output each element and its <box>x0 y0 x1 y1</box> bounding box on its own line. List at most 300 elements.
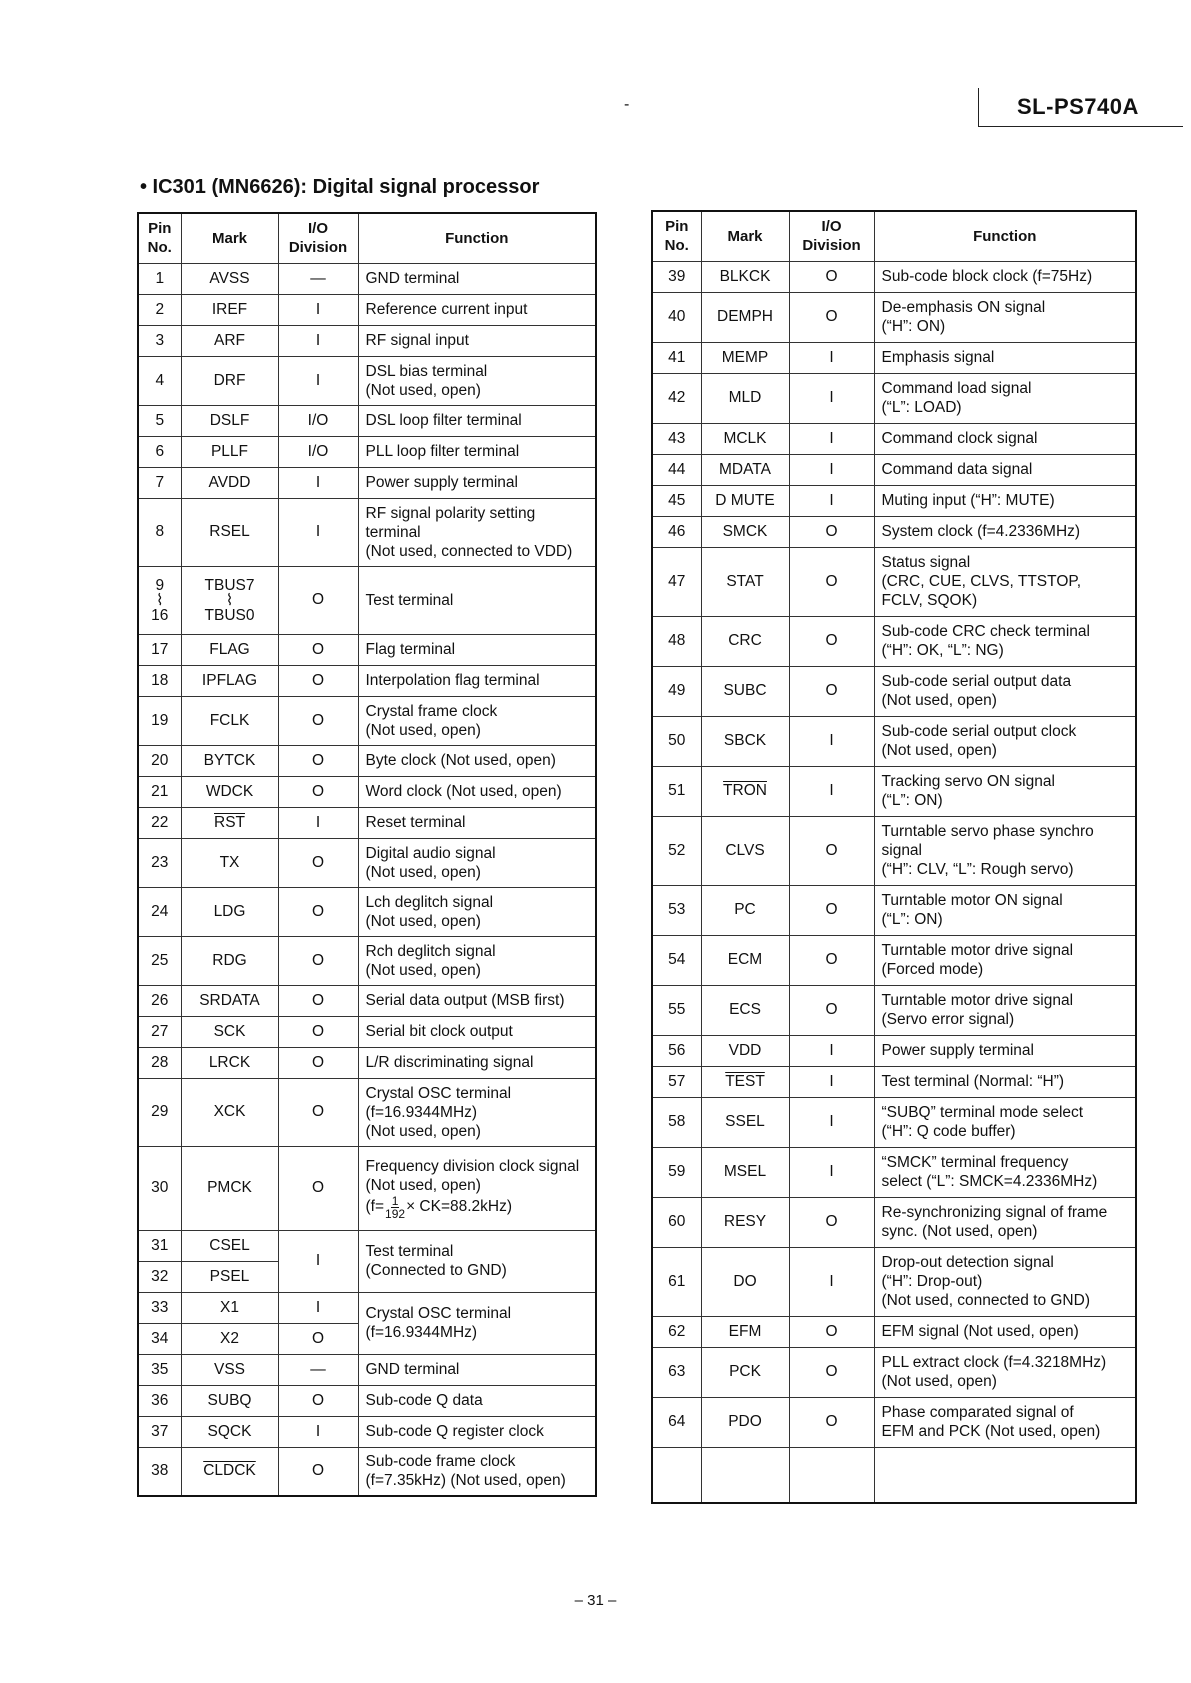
cell-function: PLL extract clock (f=4.3218MHz) (Not used, open) <box>874 1347 1136 1397</box>
cell-io: O <box>278 1078 358 1146</box>
cell-mark: MEMP <box>701 342 789 373</box>
cell-pin-no: 41 <box>652 342 701 373</box>
cell-pin-no <box>652 1447 701 1503</box>
table-header-row <box>652 211 1136 261</box>
cell-mark: SRDATA <box>181 985 278 1016</box>
cell-mark: MLD <box>701 373 789 423</box>
cell-io: O <box>789 885 874 935</box>
cell-function: Command data signal <box>874 454 1136 485</box>
cell-function: Test terminal (Normal: “H”) <box>874 1066 1136 1097</box>
table-row <box>652 1147 1136 1197</box>
cell-pin-no: 28 <box>138 1047 181 1078</box>
cell-pin-no: 23 <box>138 838 181 887</box>
cell-function: Test terminal (Connected to GND) <box>358 1230 596 1292</box>
cell-mark: AVSS <box>181 263 278 294</box>
cell-mark: MCLK <box>701 423 789 454</box>
cell-mark: PCK <box>701 1347 789 1397</box>
table-row <box>652 454 1136 485</box>
cell-io: O <box>278 1447 358 1496</box>
cell-io: O <box>789 816 874 885</box>
cell-mark: PDO <box>701 1397 789 1447</box>
cell-io: O <box>789 261 874 292</box>
cell-pin-no: 46 <box>652 516 701 547</box>
cell-pin-no: 30 <box>138 1146 181 1230</box>
cell-mark: PC <box>701 885 789 935</box>
empty-row <box>652 1447 1136 1503</box>
cell-function: “SUBQ” terminal mode select (“H”: Q code buffer) <box>874 1097 1136 1147</box>
cell-function: Turntable motor ON signal (“L”: ON) <box>874 885 1136 935</box>
cell-function: Word clock (Not used, open) <box>358 776 596 807</box>
pin-table-right <box>651 210 1137 1504</box>
cell-function: Command load signal (“L”: LOAD) <box>874 373 1136 423</box>
cell-function: Sub-code serial output data (Not used, open) <box>874 666 1136 716</box>
cell-io: I <box>789 716 874 766</box>
cell-function: Rch deglitch signal (Not used, open) <box>358 936 596 985</box>
cell-pin-no: 25 <box>138 936 181 985</box>
cell-io: O <box>278 985 358 1016</box>
cell-mark: D MUTE <box>701 485 789 516</box>
cell-mark: CSEL <box>181 1230 278 1261</box>
header-mark: Mark <box>701 211 789 261</box>
table-row <box>138 436 596 467</box>
cell-pin-no: 20 <box>138 745 181 776</box>
cell-pin-no: 37 <box>138 1416 181 1447</box>
cell-pin-no: 33 <box>138 1292 181 1323</box>
table-row <box>138 1447 596 1496</box>
cell-mark: AVDD <box>181 467 278 498</box>
cell-function: Sub-code block clock (f=75Hz) <box>874 261 1136 292</box>
cell-function: Crystal OSC terminal (f=16.9344MHz) (Not used, open) <box>358 1078 596 1146</box>
cell-mark: X1 <box>181 1292 278 1323</box>
overline-mark: $\overline{RST}$ <box>214 813 245 831</box>
cell-pin-no: 29 <box>138 1078 181 1146</box>
page-number: – 31 – <box>574 1592 617 1609</box>
cell-io: — <box>278 263 358 294</box>
cell-pin-no: 50 <box>652 716 701 766</box>
cell-pin-no: 51 <box>652 766 701 816</box>
cell-mark: CRC <box>701 616 789 666</box>
cell-mark: EFM <box>701 1316 789 1347</box>
cell-function: Sub-code frame clock (f=7.35kHz) (Not used, open) <box>358 1447 596 1496</box>
cell-pin-no: 6 <box>138 436 181 467</box>
table-row <box>138 498 596 566</box>
table-row <box>652 935 1136 985</box>
cell-mark: SUBC <box>701 666 789 716</box>
table-row <box>138 1016 596 1047</box>
table-row <box>138 1146 596 1230</box>
header-pin-no: Pin No. <box>138 213 181 263</box>
cell-function: Sub-code Q data <box>358 1385 596 1416</box>
table-row <box>652 485 1136 516</box>
pin-table-left <box>137 212 597 1497</box>
table-row <box>138 1078 596 1146</box>
cell-mark <box>701 1447 789 1503</box>
cell-mark: VDD <box>701 1035 789 1066</box>
cell-io: O <box>278 1016 358 1047</box>
table-row <box>652 1066 1136 1097</box>
cell-function: L/R discriminating signal <box>358 1047 596 1078</box>
cell-mark: BYTCK <box>181 745 278 776</box>
cell-mark: PMCK <box>181 1146 278 1230</box>
cell-pin-no: 27 <box>138 1016 181 1047</box>
table-row <box>138 405 596 436</box>
cell-mark: ECS <box>701 985 789 1035</box>
overline-mark: CLDCK <box>203 1462 256 1480</box>
table-row <box>652 261 1136 292</box>
cell-mark: DSLF <box>181 405 278 436</box>
cell-function: Interpolation flag terminal <box>358 665 596 696</box>
cell-io: O <box>278 1047 358 1078</box>
cell-io: I <box>789 1066 874 1097</box>
cell-mark: FLAG <box>181 634 278 665</box>
cell-function: EFM signal (Not used, open) <box>874 1316 1136 1347</box>
cell-io: I <box>789 1035 874 1066</box>
cell-pin-no: 19 <box>138 696 181 745</box>
cell-io: I <box>278 356 358 405</box>
cell-io: I <box>278 1230 358 1292</box>
cell-pin-no: 58 <box>652 1097 701 1147</box>
cell-io: I <box>278 325 358 356</box>
table-row <box>138 1230 596 1261</box>
cell-pin-no: 43 <box>652 423 701 454</box>
cell-mark: CLVS <box>701 816 789 885</box>
cell-mark: DEMPH <box>701 292 789 342</box>
cell-function: Turntable motor drive signal (Forced mode) <box>874 935 1136 985</box>
table-row <box>652 1197 1136 1247</box>
cell-function: Power supply terminal <box>358 467 596 498</box>
cell-mark: MDATA <box>701 454 789 485</box>
cell-io: O <box>278 936 358 985</box>
cell-function: Re-synchronizing signal of frame sync. (Not used, open) <box>874 1197 1136 1247</box>
cell-function: RF signal polarity setting terminal (Not used, connected to VDD) <box>358 498 596 566</box>
cell-pin-no: 4 <box>138 356 181 405</box>
table-row <box>138 665 596 696</box>
cell-io: I <box>789 454 874 485</box>
table-row <box>652 985 1136 1035</box>
cell-io: O <box>789 547 874 616</box>
cell-function: Crystal frame clock (Not used, open) <box>358 696 596 745</box>
cell-io: O <box>278 634 358 665</box>
cell-mark: LDG <box>181 887 278 936</box>
cell-io: O <box>278 696 358 745</box>
cell-function: GND terminal <box>358 1354 596 1385</box>
cell-mark <box>181 807 278 838</box>
cell-pin-no: 45 <box>652 485 701 516</box>
cell-pin-no: 61 <box>652 1247 701 1316</box>
table-row <box>652 1097 1136 1147</box>
cell-mark: LRCK <box>181 1047 278 1078</box>
header-function: Function <box>874 211 1136 261</box>
cell-io: O <box>278 566 358 634</box>
cell-pin-no: 39 <box>652 261 701 292</box>
table-row <box>652 816 1136 885</box>
table-row <box>652 342 1136 373</box>
header-io-division: I/O Division <box>278 213 358 263</box>
cell-pin-no: 44 <box>652 454 701 485</box>
fraction: $\frac{1}{192}$ <box>385 1193 406 1221</box>
cell-function: Crystal OSC terminal (f=16.9344MHz) <box>358 1292 596 1354</box>
table-row <box>138 263 596 294</box>
cell-mark: DO <box>701 1247 789 1316</box>
table-row <box>138 294 596 325</box>
cell-function: Turntable motor drive signal (Servo error signal) <box>874 985 1136 1035</box>
cell-io: I <box>789 1147 874 1197</box>
cell-function: Command clock signal <box>874 423 1136 454</box>
table-row <box>138 985 596 1016</box>
cell-pin-no: 7 <box>138 467 181 498</box>
table-row <box>138 634 596 665</box>
header-mark: Mark <box>181 213 278 263</box>
model-number: SL-PS740A <box>1017 94 1139 119</box>
cell-pin-no: 35 <box>138 1354 181 1385</box>
cell-pin-no: 55 <box>652 985 701 1035</box>
cell-mark: BLKCK <box>701 261 789 292</box>
table-row <box>652 1316 1136 1347</box>
table-row <box>652 1247 1136 1316</box>
cell-io: I <box>278 294 358 325</box>
cell-function: Sub-code Q register clock <box>358 1416 596 1447</box>
cell-mark: ECM <box>701 935 789 985</box>
cell-function: Reference current input <box>358 294 596 325</box>
cell-function: Digital audio signal (Not used, open) <box>358 838 596 887</box>
cell-io: O <box>278 665 358 696</box>
cell-function: Byte clock (Not used, open) <box>358 745 596 776</box>
cell-pin-no: 42 <box>652 373 701 423</box>
cell-mark: STAT <box>701 547 789 616</box>
cell-io: I <box>278 498 358 566</box>
cell-io: O <box>789 516 874 547</box>
cell-io: I <box>789 1097 874 1147</box>
cell-pin-no: 1 <box>138 263 181 294</box>
table-row <box>652 1397 1136 1447</box>
table-row <box>138 356 596 405</box>
cell-function: De-emphasis ON signal (“H”: ON) <box>874 292 1136 342</box>
cell-pin-no: 34 <box>138 1323 181 1354</box>
cell-mark: IREF <box>181 294 278 325</box>
header-rule-horizontal <box>978 126 1183 127</box>
table-row <box>138 776 596 807</box>
cell-pin-no: 2 <box>138 294 181 325</box>
table-row <box>652 666 1136 716</box>
cell-function: Emphasis signal <box>874 342 1136 373</box>
cell-pin-no: 36 <box>138 1385 181 1416</box>
cell-io: I <box>789 373 874 423</box>
cell-function: Drop-out detection signal (“H”: Drop-out) (Not used, connected to GND) <box>874 1247 1136 1316</box>
table-row <box>138 1354 596 1385</box>
cell-mark <box>701 1066 789 1097</box>
cell-io: — <box>278 1354 358 1385</box>
table-row <box>652 1347 1136 1397</box>
table-row <box>652 516 1136 547</box>
cell-pin-no: 48 <box>652 616 701 666</box>
cell-pin-no: 64 <box>652 1397 701 1447</box>
table-row <box>652 423 1136 454</box>
cell-pin-no: 56 <box>652 1035 701 1066</box>
table-row <box>138 467 596 498</box>
cell-mark: SQCK <box>181 1416 278 1447</box>
cell-io: O <box>789 616 874 666</box>
table-row <box>652 616 1136 666</box>
table-row <box>652 292 1136 342</box>
cell-mark: PSEL <box>181 1261 278 1292</box>
table-row <box>652 1035 1136 1066</box>
cell-mark: VSS <box>181 1354 278 1385</box>
cell-pin-no: 59 <box>652 1147 701 1197</box>
cell-io: O <box>789 292 874 342</box>
cell-function: PLL loop filter terminal <box>358 436 596 467</box>
table-row <box>138 696 596 745</box>
cell-mark: SBCK <box>701 716 789 766</box>
cell-pin-no: 52 <box>652 816 701 885</box>
table-row <box>652 885 1136 935</box>
cell-function: Muting input (“H”: MUTE) <box>874 485 1136 516</box>
cell-mark: SSEL <box>701 1097 789 1147</box>
cell-mark: IPFLAG <box>181 665 278 696</box>
cell-io: I <box>789 485 874 516</box>
cell-io: I <box>278 1292 358 1323</box>
table-row <box>138 325 596 356</box>
cell-io: O <box>789 666 874 716</box>
cell-pin-no: 47 <box>652 547 701 616</box>
cell-mark: TBUS7 ⌇ TBUS0 <box>181 566 278 634</box>
table-row <box>138 887 596 936</box>
cell-pin-no: 31 <box>138 1230 181 1261</box>
table-row <box>138 1047 596 1078</box>
overline-mark: TEST <box>725 1072 765 1090</box>
cell-io: O <box>278 776 358 807</box>
cell-function: Reset terminal <box>358 807 596 838</box>
table-row <box>652 766 1136 816</box>
cell-io: I <box>278 467 358 498</box>
table-row <box>138 807 596 838</box>
cell-function: Lch deglitch signal (Not used, open) <box>358 887 596 936</box>
cell-function: System clock (f=4.2336MHz) <box>874 516 1136 547</box>
header-function: Function <box>358 213 596 263</box>
cell-mark: SCK <box>181 1016 278 1047</box>
cell-io: I <box>278 807 358 838</box>
cell-io: O <box>278 838 358 887</box>
cell-io: I/O <box>278 436 358 467</box>
cell-mark: SMCK <box>701 516 789 547</box>
cell-mark: XCK <box>181 1078 278 1146</box>
table-row <box>138 838 596 887</box>
cell-mark: RDG <box>181 936 278 985</box>
cell-io: O <box>789 1347 874 1397</box>
cell-function: RF signal input <box>358 325 596 356</box>
cell-io: O <box>278 1323 358 1354</box>
cell-pin-no: 38 <box>138 1447 181 1496</box>
cell-pin-no: 53 <box>652 885 701 935</box>
cell-function: “SMCK” terminal frequency select (“L”: SMCK=4.2336MHz) <box>874 1147 1136 1197</box>
frequency-formula: (f= $\frac{1}{192}$ × CK=88.2kHz) <box>365 1193 513 1221</box>
cell-pin-no: 24 <box>138 887 181 936</box>
table-row <box>138 1385 596 1416</box>
cell-io: O <box>789 1397 874 1447</box>
cell-mark: TX <box>181 838 278 887</box>
cell-function: DSL bias terminal (Not used, open) <box>358 356 596 405</box>
cell-mark: PLLF <box>181 436 278 467</box>
table-row <box>138 1292 596 1323</box>
cell-function: Sub-code CRC check terminal (“H”: OK, “L”: NG) <box>874 616 1136 666</box>
cell-function: Status signal (CRC, CUE, CLVS, TTSTOP, FCLV, SQOK) <box>874 547 1136 616</box>
cell-mark: X2 <box>181 1323 278 1354</box>
cell-io: O <box>789 1197 874 1247</box>
cell-pin-no: 18 <box>138 665 181 696</box>
cell-io: I/O <box>278 405 358 436</box>
cell-function: Sub-code serial output clock (Not used, open) <box>874 716 1136 766</box>
cell-function: Phase comparated signal of EFM and PCK (Not used, open) <box>874 1397 1136 1447</box>
cell-io: O <box>789 1316 874 1347</box>
table-header-row <box>138 213 596 263</box>
cell-function: Serial bit clock output <box>358 1016 596 1047</box>
table-row <box>138 936 596 985</box>
cell-mark: RSEL <box>181 498 278 566</box>
header-pin-no: Pin No. <box>652 211 701 261</box>
cell-pin-no: 3 <box>138 325 181 356</box>
cell-io: O <box>278 1146 358 1230</box>
cell-pin-no: 8 <box>138 498 181 566</box>
cell-io: I <box>789 1247 874 1316</box>
table-row <box>652 547 1136 616</box>
cell-pin-no: 63 <box>652 1347 701 1397</box>
cell-mark: SUBQ <box>181 1385 278 1416</box>
table-row <box>138 745 596 776</box>
cell-function: Power supply terminal <box>874 1035 1136 1066</box>
cell-mark: ARF <box>181 325 278 356</box>
header-io-division: I/O Division <box>789 211 874 261</box>
cell-io: O <box>789 985 874 1035</box>
cell-pin-no: 49 <box>652 666 701 716</box>
cell-pin-no: 40 <box>652 292 701 342</box>
cell-pin-no: 60 <box>652 1197 701 1247</box>
header-rule-vertical <box>978 88 979 126</box>
cell-function: Serial data output (MSB first) <box>358 985 596 1016</box>
cell-pin-no: 5 <box>138 405 181 436</box>
cell-pin-no: 17 <box>138 634 181 665</box>
table-row <box>652 373 1136 423</box>
cell-mark: DRF <box>181 356 278 405</box>
cell-io: I <box>789 766 874 816</box>
overline-mark: TRON <box>723 782 767 799</box>
cell-io: I <box>789 423 874 454</box>
table-row <box>138 1416 596 1447</box>
cell-function: Turntable servo phase synchro signal (“H”: CLV, “L”: Rough servo) <box>874 816 1136 885</box>
cell-mark: MSEL <box>701 1147 789 1197</box>
cell-pin-no: 9 ⌇ 16 <box>138 566 181 634</box>
cell-mark: FCLK <box>181 696 278 745</box>
section-title: • IC301 (MN6626): Digital signal processor <box>140 176 540 198</box>
cell-mark <box>181 1447 278 1496</box>
cell-io: I <box>789 342 874 373</box>
table-row <box>138 566 596 634</box>
cell-function: DSL loop filter terminal <box>358 405 596 436</box>
cell-function: Flag terminal <box>358 634 596 665</box>
cell-function: Test terminal <box>358 566 596 634</box>
cell-pin-no: 62 <box>652 1316 701 1347</box>
cell-pin-no: 21 <box>138 776 181 807</box>
cell-function: Frequency division clock signal (Not used, open) (f= $\frac{1}{192}$ × CK=88.2kHz) <box>358 1146 596 1230</box>
cell-io: O <box>278 1385 358 1416</box>
header-dash: - <box>624 96 630 113</box>
cell-pin-no: 26 <box>138 985 181 1016</box>
cell-io <box>789 1447 874 1503</box>
cell-io: O <box>789 935 874 985</box>
cell-function: GND terminal <box>358 263 596 294</box>
cell-function <box>874 1447 1136 1503</box>
cell-pin-no: 54 <box>652 935 701 985</box>
cell-pin-no: 57 <box>652 1066 701 1097</box>
cell-io: O <box>278 887 358 936</box>
